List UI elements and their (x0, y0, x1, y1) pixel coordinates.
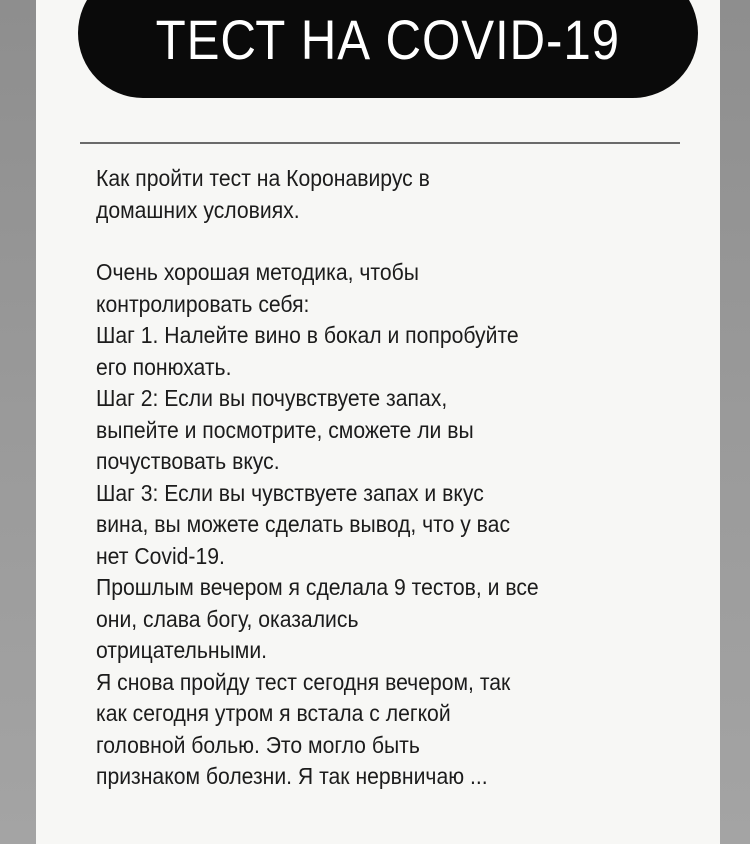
body-line: они, слава богу, оказались (96, 605, 359, 632)
body-line: как сегодня утром я встала с легкой (96, 700, 451, 726)
body-line: почуствовать вкус. (96, 448, 280, 474)
post-card (36, 0, 720, 844)
body-line: вина, вы можете сделать вывод, что у вас (96, 511, 511, 537)
body-line: отрицательными. (96, 637, 268, 663)
body-line: Шаг 1. Налейте вино в бокал и попробуйте (96, 322, 519, 348)
body-line: Прошлым вечером я сделала 9 тестов, и все (96, 574, 539, 600)
divider (80, 142, 680, 144)
body-line: выпейте и посмотрите, сможете ли вы (96, 416, 474, 443)
body-line: Шаг 3: Если вы чувствуете запах и вкус (96, 479, 484, 506)
body-line: Шаг 2: Если вы почувствуете запах, (96, 385, 448, 411)
body-line: контролировать себя: (96, 290, 310, 317)
title-banner (78, 0, 698, 98)
body-line: его понюхать. (96, 353, 232, 380)
post-text (96, 163, 696, 793)
intro-line: домашних условиях. (96, 196, 300, 223)
body-line: головной болью. Это могло быть (96, 731, 420, 758)
body-line: Я снова пройду тест сегодня вечером, так (96, 668, 511, 695)
body-line: Очень хорошая методика, чтобы (96, 259, 419, 285)
intro-line: Как пройти тест на Коронавирус в (96, 165, 430, 191)
paragraph-gap (96, 226, 696, 257)
title-text: ТЕСТ НА COVID-19 (155, 8, 621, 71)
body-line: признаком болезни. Я так нервничаю ... (96, 763, 488, 789)
body-line: нет Covid-19. (96, 542, 225, 569)
